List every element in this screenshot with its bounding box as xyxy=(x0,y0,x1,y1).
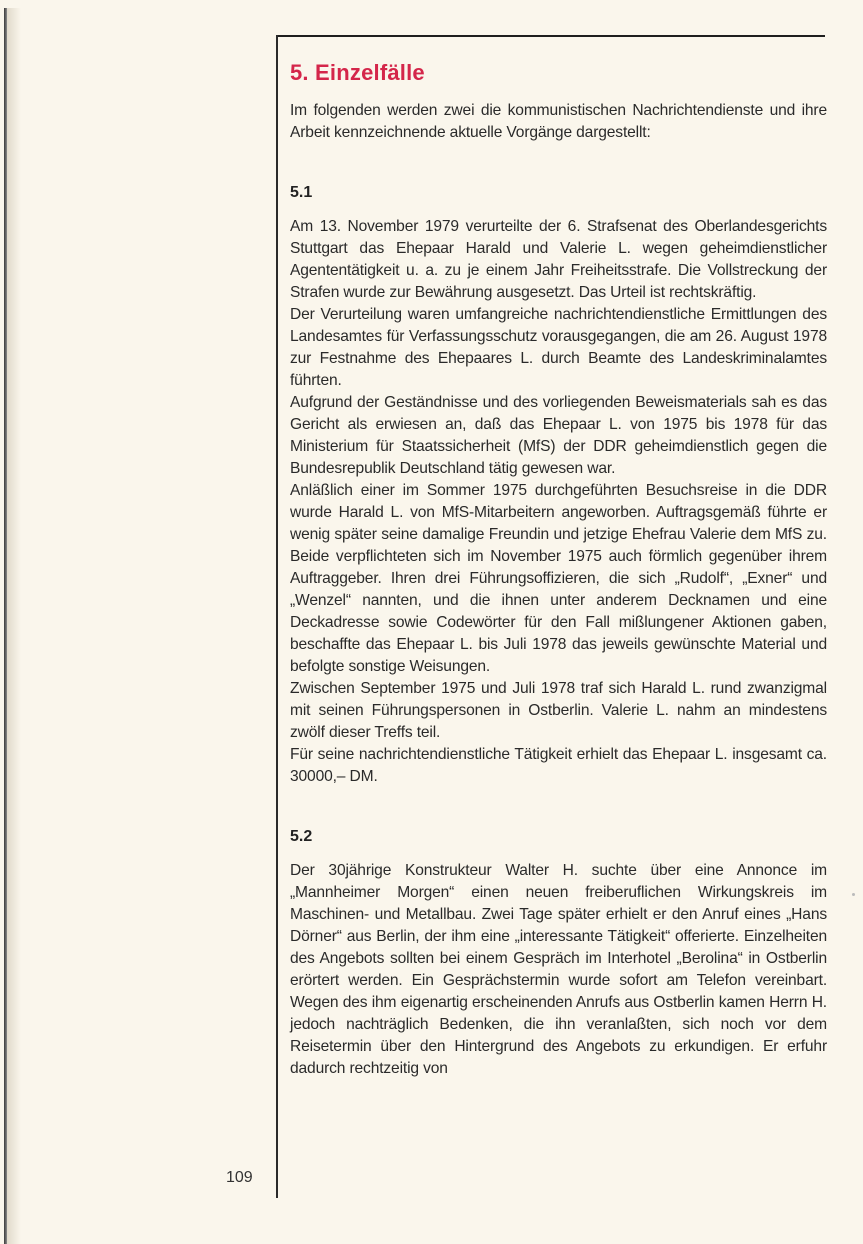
paragraph: Am 13. November 1979 verurteilte der 6. Strafsenat des Oberlandesgerichts Stuttgart das Ehepaar Harald und Valerie L. wegen geheimdienstlicher Agententätigkeit u. a. zu je einem Jahr Freiheitsstrafe. Die Vollstreckung der Strafen wurde zur Bewährung ausgesetzt. Das Urteil ist rechtskräftig. xyxy=(290,218,827,301)
top-rule-divider xyxy=(276,35,825,37)
section-heading: 5.1 xyxy=(290,184,313,201)
paragraph: Für seine nachrichtendienstliche Tätigkeit erhielt das Ehepaar L. insgesamt ca. 30000,– DM. xyxy=(290,746,827,785)
page-content xyxy=(290,60,827,1080)
paragraph: Der 30jährige Konstrukteur Walter H. suchte über eine Annonce im „Mannheimer Morgen“ einen neuen freiberuflichen Wirkungskreis im Maschinen- und Metallbau. Zwei Tage später erhielt er den Anruf eines „Hans Dörner“ aus Berlin, der ihm eine „interessante Tätigkeit“ offerierte. Einzelheiten des Angebots sollten bei einem Gespräch im Interhotel „Berolina“ in Ostberlin erörtert werden. Ein Gesprächstermin wurde sofort am Telefon vereinbart. Wegen des ihm eigenartig erscheinenden Anrufs aus Ostberlin kamen Herrn H. jedoch nachträglich Bedenken, die ihn veranlaßten, sich noch vor dem Reisetermin über den Hintergrund des Angebots zu erkundigen. Er erfuhr dadurch rechtzeitig von xyxy=(290,862,827,1077)
page-number: 109 xyxy=(226,1169,253,1186)
chapter-intro: Im folgenden werden zwei die kommunistischen Nachrichtendienste und ihre Arbeit kennzeichnende aktuelle Vorgänge dargestellt: xyxy=(290,102,827,141)
paragraph: Aufgrund der Geständnisse und des vorliegenden Beweismaterials sah es das Gericht als erwiesen an, daß das Ehepaar L. von 1975 bis 1978 für das Ministerium für Staatssicherheit (MfS) der DDR geheimdienstlich gegen die Bundesrepublik Deutschland tätig gewesen war. xyxy=(290,394,827,477)
section-heading: 5.2 xyxy=(290,828,313,845)
scan-speck xyxy=(852,893,855,896)
chapter-title: 5. Einzelfälle xyxy=(290,60,425,85)
paragraph: Der Verurteilung waren umfangreiche nachrichtendienstliche Ermittlungen des Landesamtes für Verfassungsschutz vorausgegangen, die am 26. August 1978 zur Festnahme des Ehepaares L. durch Beamte des Landeskriminalamtes führten. xyxy=(290,306,827,389)
paragraph: Zwischen September 1975 und Juli 1978 traf sich Harald L. rund zwanzigmal mit seinen Führungspersonen in Ostberlin. Valerie L. nahm an mindestens zwölf dieser Treffs teil. xyxy=(290,680,827,741)
section-5-1 xyxy=(290,184,827,788)
left-rule-divider xyxy=(276,35,278,1198)
page-binding-shadow xyxy=(7,8,21,1244)
paragraph: Anläßlich einer im Sommer 1975 durchgeführten Besuchsreise in die DDR wurde Harald L. von MfS-Mitarbeitern angeworben. Auftragsgemäß führte er wenig später seine damalige Freundin und jetzige Ehefrau Valerie dem MfS zu. Beide verpflichteten sich im November 1975 auch förmlich gegenüber ihrem Auftraggeber. Ihren drei Führungsoffizieren, die sich „Rudolf“, „Exner“ und „Wenzel“ nannten, und die ihnen unter anderem Decknamen und eine Deckadresse sowie Codewörter für den Fall mißlungener Aktionen gaben, beschaffte das Ehepaar L. bis Juli 1978 das jeweils gewünschte Material und befolgte sonstige Weisungen. xyxy=(290,482,827,675)
section-5-2 xyxy=(290,828,827,1080)
